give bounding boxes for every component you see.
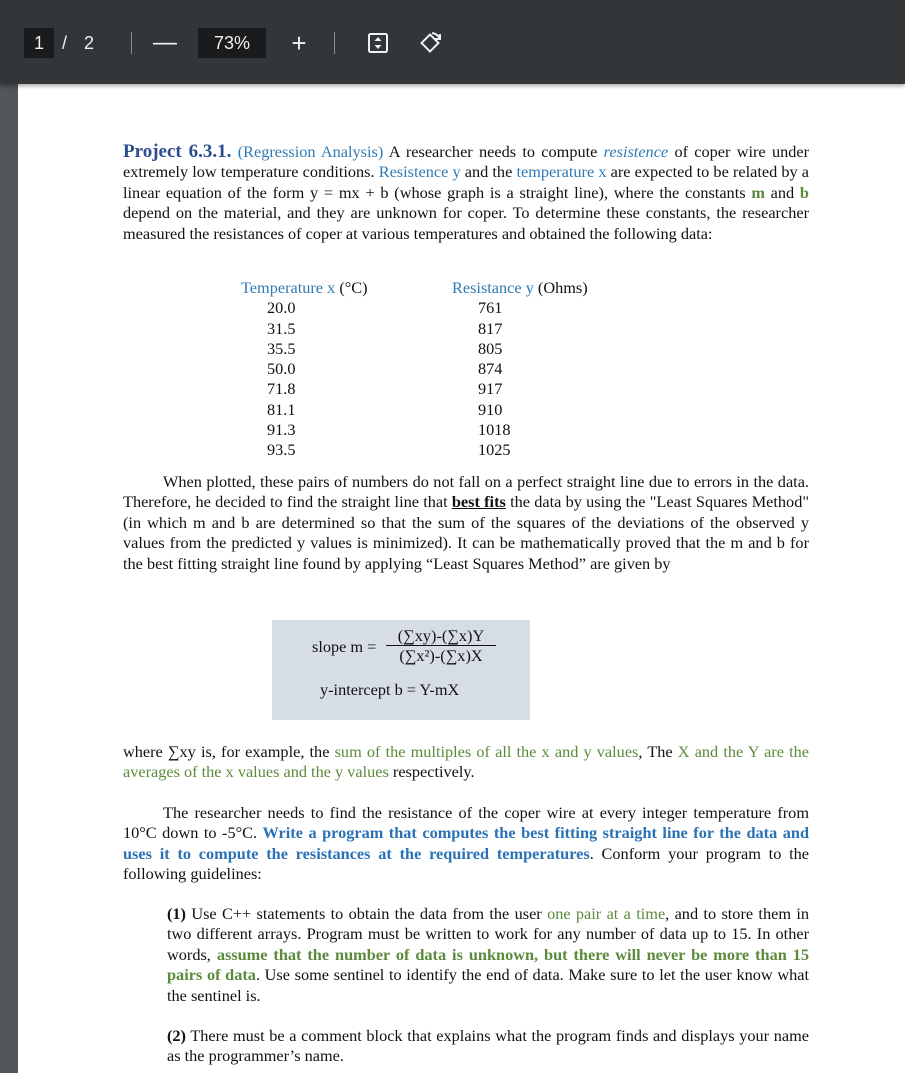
zoom-level-input[interactable]: 73% — [198, 28, 266, 58]
toolbar-divider — [334, 32, 335, 54]
cell: 805 — [478, 338, 503, 358]
text: sum of the multiples of all the x and y values — [334, 742, 639, 761]
text: and the — [460, 162, 517, 182]
least-squares-paragraph — [123, 472, 809, 574]
cell: 910 — [478, 399, 503, 419]
table-row — [241, 420, 652, 440]
text: There must be a comment block that explains what the program finds and displays your name as the programmer’s name. — [167, 1026, 809, 1066]
text: Resistence y — [378, 162, 461, 182]
text: where ∑xy is, for example, the — [123, 742, 335, 761]
item-number: (2) — [167, 1026, 186, 1045]
text: one pair at a time — [547, 904, 666, 923]
cell: 35.5 — [267, 338, 296, 358]
text: . Use some sentinel to identify the end of data. Make sure to let the user know what the sentinel is. — [167, 965, 809, 1005]
intercept-formula: y-intercept b = Y-mX — [320, 680, 460, 699]
cell: 1018 — [478, 420, 511, 440]
cell: 31.5 — [267, 318, 296, 338]
text: , The — [638, 742, 678, 761]
slope-fraction — [386, 626, 496, 666]
project-title: Project 6.3.1. — [123, 141, 232, 162]
text: respectively. — [388, 762, 475, 782]
text: , and to store them in two different arrays. Program must be written to work for any number of data up to 15. In other words, — [167, 904, 809, 964]
text: Write a program that computes the best fitting straight line for the data and uses it to compute the resistances at the required temperatures — [123, 823, 810, 863]
table-row — [241, 339, 652, 359]
rotate-icon — [416, 29, 444, 57]
guideline-item-1 — [167, 904, 809, 1006]
table-row — [241, 298, 652, 318]
cell: 20.0 — [267, 298, 296, 318]
slope-denominator: (∑x²)-(∑x)X — [399, 646, 483, 665]
text: A researcher needs to compute — [383, 142, 604, 161]
text: The researcher needs to find the resistance of the coper wire at every integer temperature from 10°C down to -5°C. — [123, 803, 809, 843]
slope-label: slope m = — [312, 637, 377, 656]
text: resistence — [603, 142, 669, 161]
rotate-button[interactable] — [416, 29, 444, 57]
pdf-toolbar — [0, 0, 905, 84]
text: assume that the number of data is unknown, but there will never be more than 15 pairs of data — [167, 944, 809, 985]
text: . Conform your program to the following guidelines: — [123, 843, 809, 884]
text: are expected to be related by a linear equation of the form y = mx + b (whose graph is a straight line), where the constants — [123, 162, 810, 202]
guideline-item-2 — [167, 1026, 809, 1067]
slope-numerator: (∑xy)-(∑x)Y — [386, 626, 496, 646]
text: temperature x — [516, 162, 607, 182]
fit-page-button[interactable] — [364, 29, 392, 57]
cell: 81.1 — [267, 399, 296, 419]
text: Use C++ statements to obtain the data from the user — [185, 904, 548, 923]
table-header — [241, 278, 652, 298]
data-table — [241, 278, 652, 461]
cell: 91.3 — [267, 420, 296, 440]
page-number-input[interactable]: 1 — [24, 28, 54, 58]
table-row — [241, 319, 652, 339]
text: b — [799, 182, 809, 202]
project-topic: (Regression Analysis) — [237, 142, 384, 161]
intro-paragraph — [123, 142, 809, 244]
text: m — [751, 182, 765, 202]
table-row — [241, 379, 652, 399]
text: depend on the material, and they are unknown for coper. To determine these constants, the researcher measured the resistances of coper at various temperatures and obtained the following data: — [123, 203, 809, 243]
text: best fits — [451, 492, 506, 512]
toolbar-divider — [131, 32, 132, 54]
text: When plotted, these pairs of numbers do not fall on a perfect straight line due to errors in the data. Therefore, he decided to find the straight line that — [123, 472, 809, 512]
zoom-in-button[interactable]: + — [291, 28, 307, 58]
averages-paragraph — [123, 742, 809, 783]
cell: 93.5 — [267, 440, 296, 460]
column-header-temperature: Temperature x (°C) — [241, 278, 368, 297]
fit-page-icon — [364, 29, 392, 57]
page-total: 2 — [84, 33, 95, 53]
table-row — [241, 400, 652, 420]
cell: 874 — [478, 359, 503, 379]
zoom-out-button[interactable]: — — [153, 29, 177, 56]
page-separator: / — [62, 33, 68, 53]
text: and — [764, 182, 800, 202]
cell: 71.8 — [267, 379, 296, 399]
formula-box — [272, 620, 530, 720]
cell: 817 — [478, 318, 503, 338]
text: X and the Y are the averages of the x values and the y values — [123, 742, 809, 782]
cell: 1025 — [478, 440, 511, 460]
task-paragraph — [123, 803, 809, 885]
table-row — [241, 440, 652, 460]
table-row — [241, 359, 652, 379]
cell: 917 — [478, 379, 503, 399]
pdf-page — [18, 84, 905, 1073]
text: the data by using the "Least Squares Method" (in which m and b are determined so that the sum of the squares of the deviations of the observed y values from the predicted y values is minimized). It can be mathematically proved that the m and b for the best fitting straight line found by applying “Least Squares Method” are given by — [123, 492, 809, 573]
text: of coper wire under extremely low temperature conditions. — [123, 142, 810, 182]
column-header-resistance: Resistance y (Ohms) — [452, 278, 588, 297]
cell: 761 — [478, 298, 503, 318]
cell: 50.0 — [267, 359, 296, 379]
item-number: (1) — [167, 904, 186, 923]
